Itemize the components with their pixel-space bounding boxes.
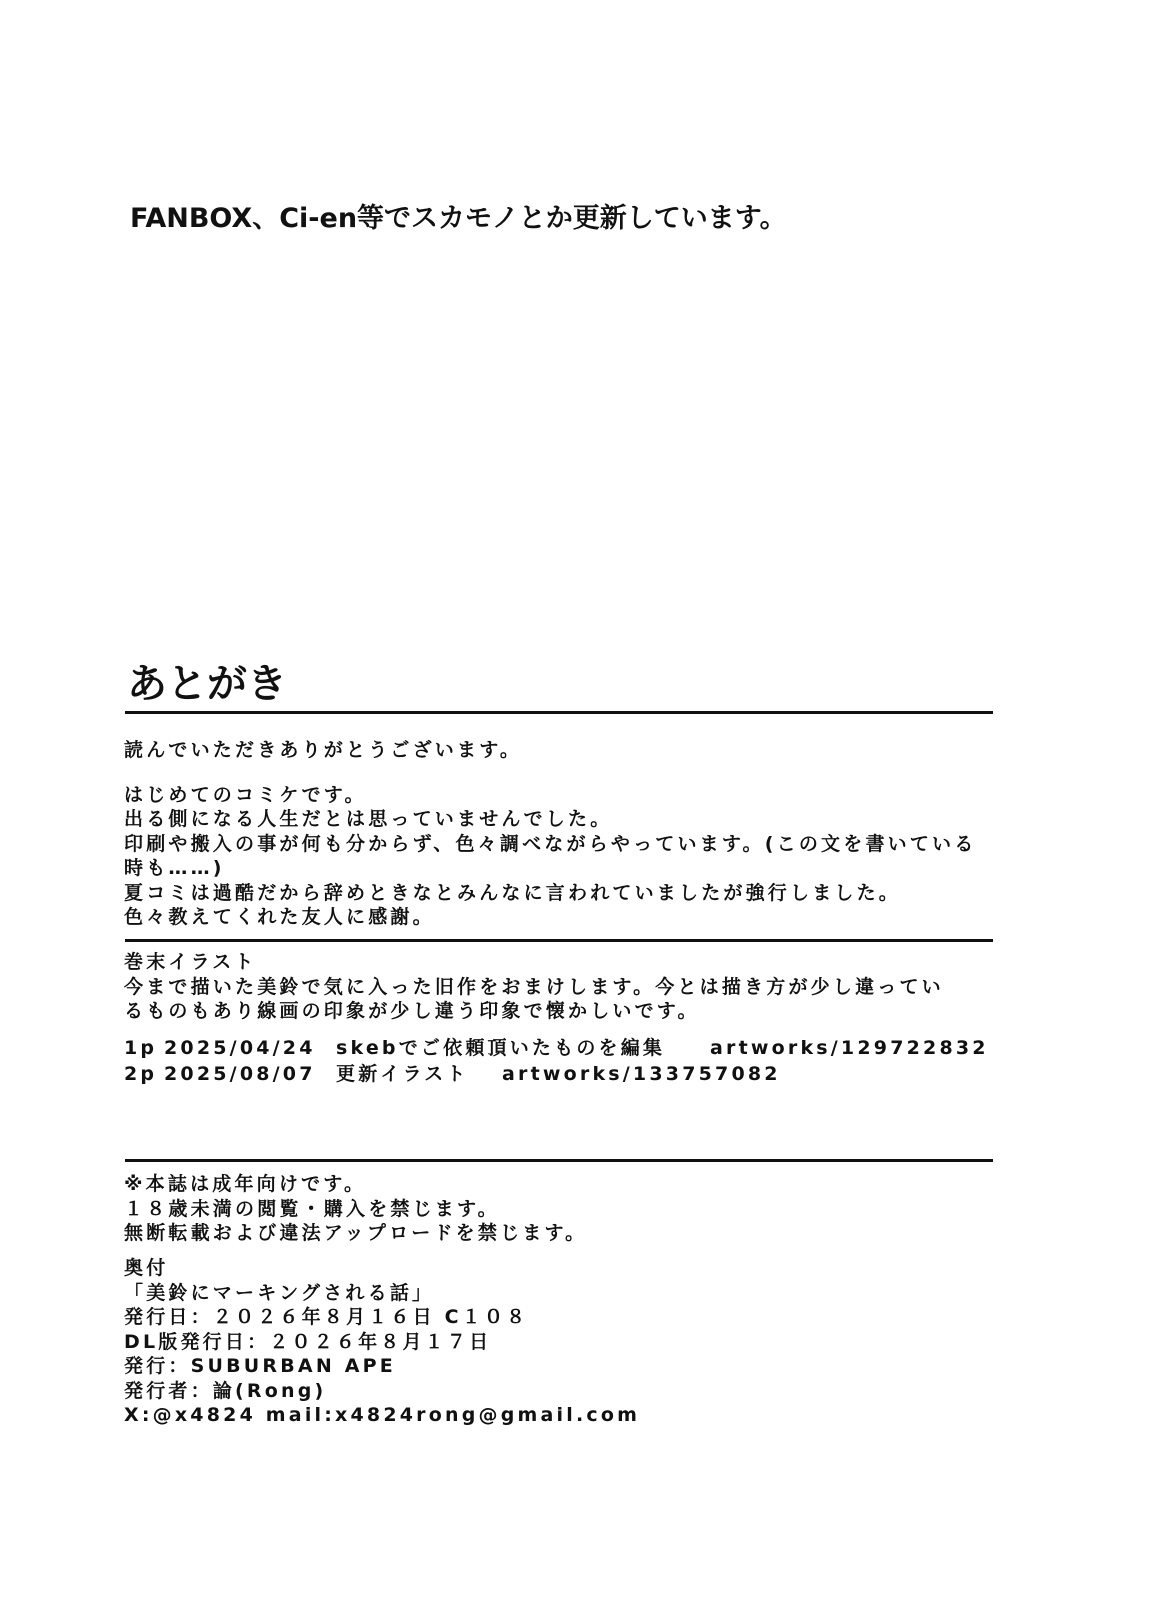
fanbox-notice: FANBOX、Ci-en等でスカモノとか更新しています。 (130, 203, 787, 234)
artwork-date: 2025/04/24 (164, 1037, 316, 1059)
colophon (124, 1256, 640, 1428)
artwork-date: 2025/08/07 (164, 1063, 316, 1085)
artwork-link[interactable]: artworks/129722832 (710, 1037, 989, 1059)
artwork-row (124, 1036, 989, 1062)
afterword-thanks: 読んでいただきありがとうございます。 (124, 739, 523, 761)
bonus-title: 巻末イラスト (124, 951, 257, 973)
colophon-issue-date: 発行日：２０２６年８月１６日 C１０８ (124, 1306, 529, 1328)
artwork-page: 1p (124, 1037, 158, 1059)
adult-notice (124, 1172, 587, 1246)
divider-2 (125, 939, 993, 942)
afterword-line: 夏コミは過酷だから辞めときなとみんなに言われていましたが強行しました。 (124, 881, 902, 904)
artwork-link[interactable]: artworks/133757082 (502, 1063, 781, 1085)
artwork-note: skebでご依頼頂いたものを編集 (336, 1037, 666, 1059)
artwork-list (124, 1036, 989, 1088)
notice-line: 無断転載および違法アップロードを禁じます。 (124, 1222, 588, 1244)
colophon-contact[interactable]: X:@x4824 mail:x4824rong@gmail.com (124, 1404, 641, 1426)
artwork-page: 2p (124, 1063, 158, 1085)
colophon-book-title: 「美鈴にマーキングされる話」 (124, 1281, 435, 1304)
afterword-line: 出る側になる人生だとは思っていませんでした。 (124, 808, 613, 830)
artwork-row (124, 1062, 989, 1088)
afterword-line: 印刷や搬入の事が何も分からず、色々調べながらやっています。(この文を書いている (124, 832, 977, 855)
colophon-author: 発行者：論(Rong) (124, 1379, 327, 1402)
colophon-title: 奥付 (124, 1257, 169, 1279)
afterword-line: 時も……) (124, 857, 225, 879)
notice-line: １８歳未満の閲覧・購入を禁じます。 (124, 1197, 500, 1220)
colophon-dl-date: DL版発行日：２０２６年８月１７日 (124, 1330, 492, 1353)
afterword-line: はじめてのコミケです。 (124, 783, 367, 806)
bonus-section (124, 950, 944, 1024)
divider-1 (125, 711, 993, 714)
colophon-publisher: 発行：SUBURBAN APE (124, 1355, 396, 1377)
notice-line: ※本誌は成年向けです。 (124, 1173, 367, 1195)
divider-3 (125, 1159, 993, 1162)
afterword-heading: あとがき (127, 661, 287, 707)
bonus-line: るものもあり線画の印象が少し違う印象で懐かしいです。 (124, 1000, 700, 1022)
afterword-line: 色々教えてくれた友人に感謝。 (124, 906, 435, 928)
bonus-line: 今まで描いた美鈴で気に入った旧作をおまけします。今とは描き方が少し違ってい (124, 975, 944, 998)
afterword-body (124, 738, 976, 930)
artwork-note: 更新イラスト (336, 1063, 469, 1085)
